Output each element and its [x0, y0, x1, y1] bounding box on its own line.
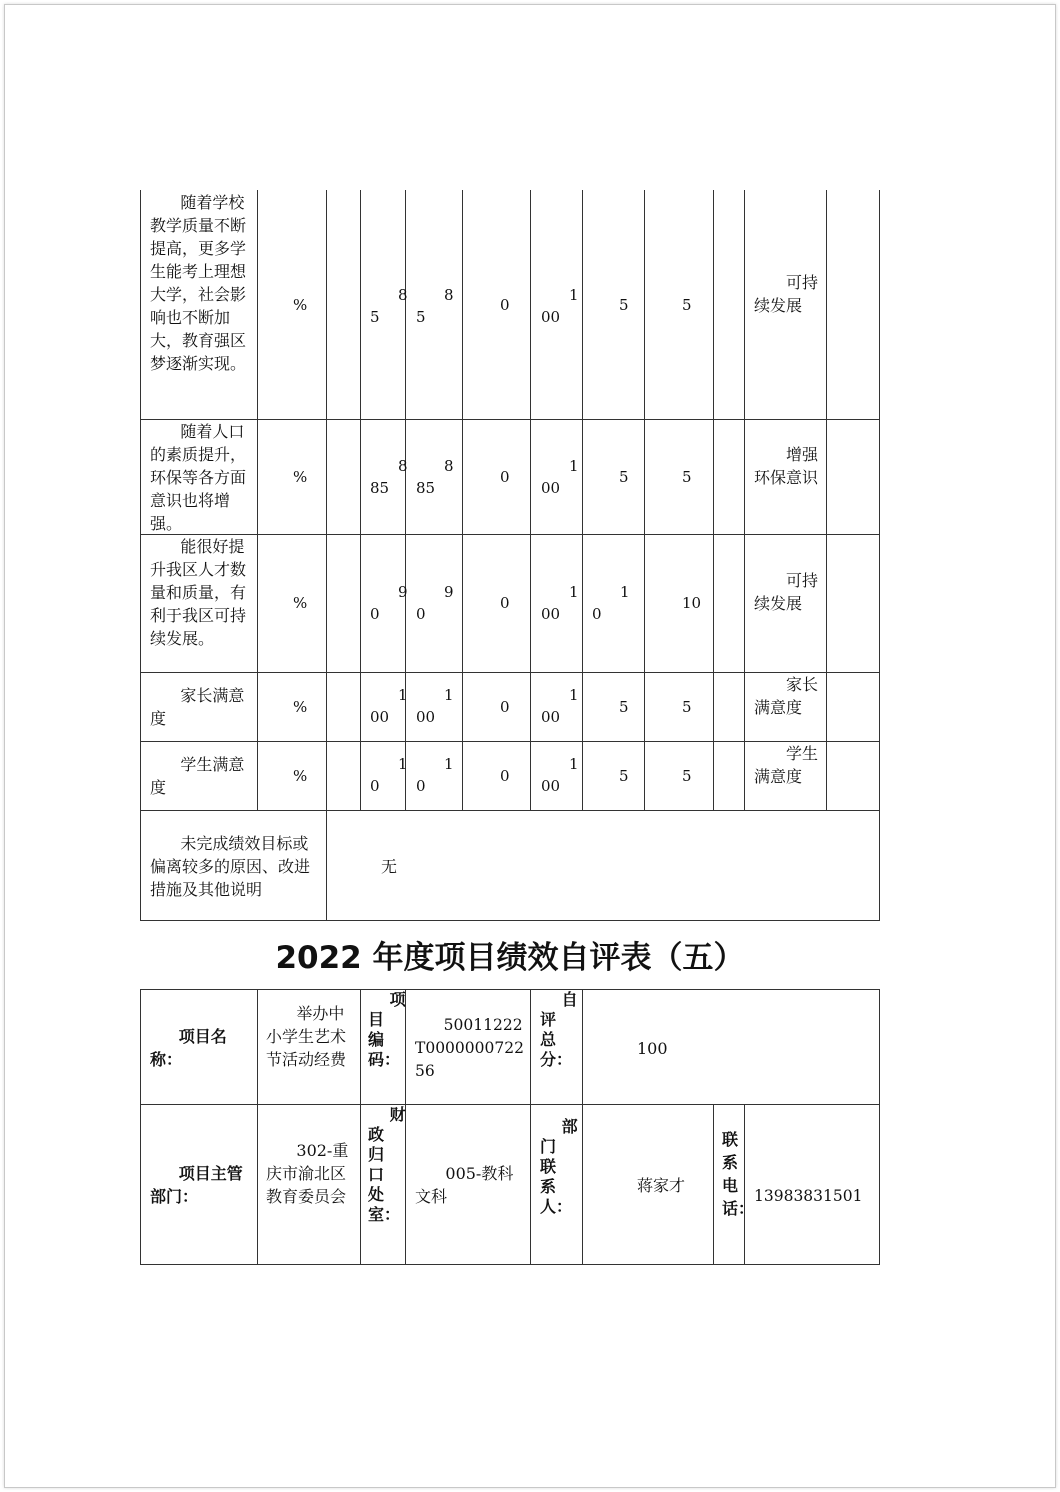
phone-value: 13983831501 [754, 1187, 863, 1205]
score-cell: 10 [682, 594, 702, 612]
project-code-value: 50011222T000000072256 [415, 1016, 524, 1080]
note-cell: 可持续发展 [754, 273, 819, 315]
weight-cell: 5 [619, 698, 629, 716]
contact-value: 蒋家才 [637, 1176, 686, 1195]
score-cell: 5 [682, 698, 692, 716]
c5-cell: 0 [500, 594, 510, 612]
dept-label: 项目主管部门： [150, 1164, 243, 1206]
page-title: 2022 年度项目绩效自评表（五） [275, 940, 745, 976]
note-cell: 可持续发展 [754, 571, 819, 613]
explanation-label: 未完成绩效目标或偏离较多的原因、改进措施及其他说明 [150, 834, 311, 899]
note-cell: 学生满意度 [754, 744, 819, 786]
unit-cell: % [293, 698, 308, 716]
self-score-value: 100 [637, 1039, 668, 1058]
phone-label: 联系电话： [722, 1130, 755, 1218]
unit-cell: % [293, 767, 308, 785]
score-cell: 5 [682, 468, 692, 486]
indicator-cell: 随着人口的素质提升，环保等各方面意识也将增强。 [150, 422, 247, 533]
c5-cell: 0 [500, 767, 510, 785]
c5-cell: 0 [500, 296, 510, 314]
contact-label: 部门联系人： [540, 1117, 578, 1216]
weight-cell: 5 [619, 468, 629, 486]
score-cell: 5 [682, 767, 692, 785]
explanation-value: 无 [381, 857, 398, 876]
indicator-cell: 学生满意度 [150, 755, 245, 797]
self-score-label: 自评总分： [540, 990, 578, 1069]
weight-cell: 5 [619, 767, 629, 785]
unit-cell: % [293, 594, 308, 612]
unit-cell: % [293, 468, 308, 486]
project-name-value: 举办中小学生艺术节活动经费 [266, 1004, 347, 1069]
project-name-label: 项目名称： [150, 1027, 227, 1069]
indicator-cell: 家长满意度 [150, 686, 245, 728]
project-code-label: 项目编码： [368, 990, 406, 1069]
indicator-cell: 能很好提升我区人才数量和质量，有利于我区可持续发展。 [150, 537, 247, 648]
dept-value: 302-重庆市渝北区教育委员会 [266, 1141, 349, 1206]
finance-office-value: 005-教科文科 [415, 1164, 514, 1206]
note-cell: 增强环保意识 [754, 445, 819, 487]
score-cell: 5 [682, 296, 692, 314]
weight-cell: 5 [619, 296, 629, 314]
finance-office-label: 财政归口处室： [368, 1105, 406, 1224]
c5-cell: 0 [500, 698, 510, 716]
indicator-cell: 随着学校教学质量不断提高，更多学生能考上理想大学，社会影响也不断加大，教育强区梦逐渐实现。 [150, 193, 247, 373]
c5-cell: 0 [500, 468, 510, 486]
unit-cell: % [293, 296, 308, 314]
note-cell: 家长满意度 [754, 675, 819, 717]
